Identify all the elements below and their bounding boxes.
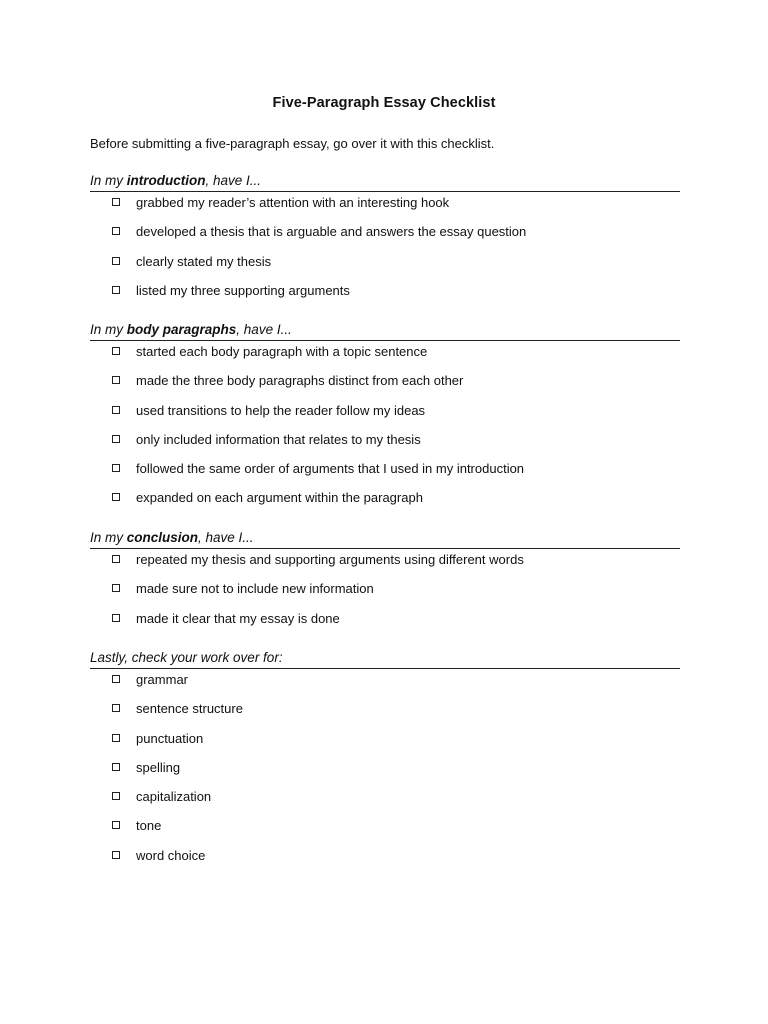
heading-bold: body paragraphs	[126, 322, 237, 337]
checkbox[interactable]	[112, 493, 120, 501]
checklist-item	[90, 698, 680, 727]
checkbox[interactable]	[112, 555, 120, 563]
heading-pre: In my	[90, 173, 127, 188]
intro-text: Before submitting a five-paragraph essay, go over it with this checklist.	[90, 136, 495, 151]
section-body-paragraphs	[90, 320, 680, 517]
checkbox[interactable]	[112, 821, 120, 829]
checklist-item-label: repeated my thesis and supporting arguments using different words	[136, 552, 524, 567]
heading-pre: Lastly, check your work over for:	[90, 650, 283, 665]
section-lastly	[90, 648, 680, 874]
checklist-item-label: clearly stated my thesis	[136, 253, 272, 269]
section-heading	[90, 648, 680, 669]
checklist-item-label: punctuation	[136, 730, 204, 746]
checklist-item	[90, 429, 680, 458]
heading-pre: In my	[90, 322, 127, 337]
checkbox[interactable]	[112, 763, 120, 771]
heading-post: , have I...	[236, 322, 292, 337]
checklist-item-label: made it clear that my essay is done	[136, 610, 340, 626]
checkbox[interactable]	[112, 584, 120, 592]
heading-bold: conclusion	[126, 530, 199, 545]
checklist-item-label: sentence structure	[136, 701, 243, 717]
checklist-item	[90, 608, 680, 637]
heading-post: , have I...	[205, 173, 262, 188]
checkbox[interactable]	[112, 464, 120, 472]
checklist	[90, 669, 680, 874]
heading-post: , have I...	[198, 530, 254, 545]
checklist-item	[90, 280, 680, 309]
heading-pre: In my	[90, 530, 127, 545]
checklist-item	[90, 370, 680, 399]
checkbox[interactable]	[112, 257, 120, 265]
checkbox[interactable]	[112, 227, 120, 235]
checklist-item	[90, 487, 680, 516]
checklist-item-label: capitalization	[136, 789, 212, 805]
section-introduction	[90, 171, 680, 309]
checkbox[interactable]	[112, 347, 120, 355]
checklist-item	[90, 728, 680, 757]
checkbox[interactable]	[112, 614, 120, 622]
checkbox[interactable]	[112, 675, 120, 683]
checklist-item	[90, 815, 680, 844]
checklist-item	[90, 400, 680, 429]
checkbox[interactable]	[112, 376, 120, 384]
checklist-item-label: grammar	[136, 672, 189, 687]
checklist-item	[90, 549, 680, 578]
checkbox[interactable]	[112, 734, 120, 742]
checklist-item-label: developed a thesis that is arguable and answers the essay question	[136, 224, 527, 240]
checklist	[90, 192, 680, 309]
checklist-item	[90, 192, 680, 221]
checklist-item	[90, 221, 680, 250]
page-title: Five-Paragraph Essay Checklist	[272, 95, 496, 111]
checklist-item	[90, 669, 680, 698]
checkbox[interactable]	[112, 435, 120, 443]
checklist-item-label: started each body paragraph with a topic sentence	[136, 344, 428, 359]
checklist-item-label: followed the same order of arguments that I used in my introduction	[136, 461, 525, 477]
checklist-item-label: word choice	[136, 847, 206, 863]
checklist-item-label: made sure not to include new information	[136, 581, 374, 597]
checklist-item	[90, 251, 680, 280]
checklist-item	[90, 757, 680, 786]
checklist-item	[90, 341, 680, 370]
checkbox[interactable]	[112, 792, 120, 800]
checklist-item-label: tone	[136, 818, 162, 834]
checklist-item	[90, 458, 680, 487]
checkbox[interactable]	[112, 851, 120, 859]
checklist	[90, 549, 680, 637]
checklist-item-label: used transitions to help the reader follow my ideas	[136, 402, 426, 418]
checklist-item-label: made the three body paragraphs distinct from each other	[136, 373, 464, 389]
checklist-item	[90, 578, 680, 607]
checkbox[interactable]	[112, 406, 120, 414]
section-conclusion	[90, 528, 680, 637]
checklist-item	[90, 845, 680, 874]
checklist-item-label: spelling	[136, 759, 181, 775]
checklist	[90, 341, 680, 517]
section-heading	[90, 528, 680, 549]
checkbox[interactable]	[112, 286, 120, 294]
checklist-item-label: only included information that relates to my thesis	[136, 431, 421, 447]
checkbox[interactable]	[112, 198, 120, 206]
section-heading	[90, 320, 680, 341]
checklist-item-label: grabbed my reader’s attention with an interesting hook	[136, 195, 450, 210]
checklist-item-label: listed my three supporting arguments	[136, 282, 350, 298]
section-heading	[90, 171, 680, 192]
checkbox[interactable]	[112, 704, 120, 712]
checklist-item	[90, 786, 680, 815]
checklist-item-label: expanded on each argument within the paragraph	[136, 490, 423, 506]
heading-bold: introduction	[126, 173, 206, 188]
